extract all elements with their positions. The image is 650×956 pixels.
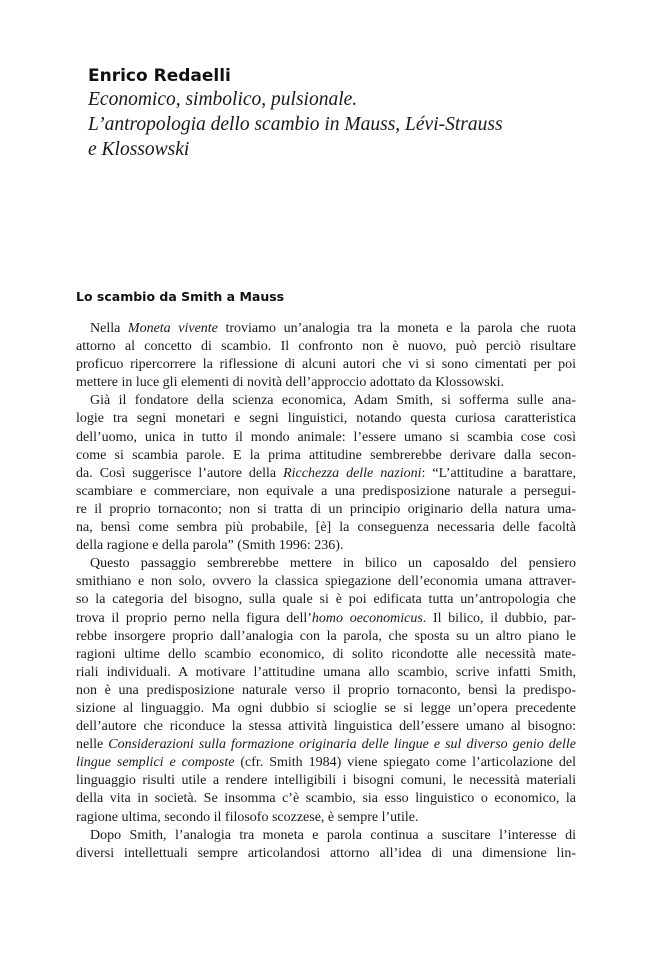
chapter-title-line-3: e Klossowski [88, 139, 190, 160]
text-line [76, 410, 576, 428]
text-segment: rebbe insorgere proprio dall’analogia con la parola, che sposta su un altro piano le [76, 628, 576, 644]
chapter-title-line-1: Economico, simbolico, pulsionale. [88, 89, 358, 110]
text-segment: della vita in società. Se insomma c’è scambio, sia esso linguistico o economico, la [76, 791, 576, 807]
text-segment: Dopo Smith, l’analogia tra moneta e parola continua a suscitare l’interesse di [90, 827, 576, 843]
text-segment: so la categoria del bisogno, sulla quale si è poi edificata tutta un’antropologia che [76, 592, 576, 608]
text-line [76, 845, 576, 863]
body-text [76, 320, 576, 863]
text-line [76, 718, 576, 736]
text-segment: mettere in luce gli elementi di novità dell’approccio adottato da Klossowski. [76, 375, 505, 391]
text-line [76, 700, 576, 718]
text-line [76, 537, 576, 555]
text-line [76, 827, 576, 845]
text-line [76, 338, 576, 356]
text-line [76, 555, 576, 573]
italic-text: lingue semplici e composte [76, 755, 235, 771]
text-segment: na, bensì come sembra più probabile, [è] la conseguenza necessaria delle facoltà [76, 520, 576, 536]
text-line [76, 809, 576, 827]
text-segment: della ragione e della parola” (Smith 1996: 236). [76, 538, 344, 554]
text-line [76, 483, 576, 501]
text-line [76, 591, 576, 609]
text-line [76, 465, 576, 483]
italic-text: Ricchezza delle nazioni [283, 465, 422, 481]
text-line [76, 628, 576, 646]
text-segment: diversi intellettuali sempre articolandosi attorno all’idea di una dimensione lin- [76, 845, 576, 861]
text-segment: Questo passaggio sembrerebbe mettere in bilico un caposaldo del pensiero [90, 556, 576, 572]
text-segment: come si scambia parole. E la prima attitudine sembrerebbe derivare dalla secon- [76, 447, 576, 463]
chapter-title-line-2: L’antropologia dello scambio in Mauss, Lévi-Strauss [88, 114, 503, 135]
text-line [76, 501, 576, 519]
text-segment: ragioni ultime dello scambio economico, di solito ricondotte alle necessità mate- [76, 646, 576, 662]
text-line [76, 320, 576, 338]
text-segment: dell’autore che riconduce la stessa attività linguistica dell’essere umano al bisogno: [76, 719, 576, 735]
italic-text: Moneta vivente [127, 321, 218, 336]
text-line [76, 392, 576, 410]
text-segment: . Il bilico, il dubbio, par- [422, 610, 576, 626]
text-line [76, 573, 576, 591]
text-line [76, 664, 576, 682]
text-segment: re il proprio tornaconto; non si tratta di un principio originario della natura uma- [76, 501, 576, 517]
text-line [76, 519, 576, 537]
text-line [76, 646, 576, 664]
text-segment: Già il fondatore della scienza economica, Adam Smith, si sofferma sulle ana- [90, 393, 576, 409]
text-line [76, 356, 576, 374]
text-segment: ragione ultima, secondo il filosofo scozzese, è sempre l’utile. [76, 809, 419, 825]
section-heading: Lo scambio da Smith a Mauss [76, 289, 285, 304]
text-segment: trova il proprio perno nella figura dell’ [76, 610, 312, 626]
text-line [76, 772, 576, 790]
text-line [76, 610, 576, 628]
text-line [76, 374, 576, 392]
text-segment: proficuo ripercorrere la riflessione di alcuni autori che vi si sono cimentati per poi [76, 357, 576, 373]
author-name: Enrico Redaelli [88, 66, 231, 86]
text-line [76, 447, 576, 465]
text-line [76, 429, 576, 447]
text-segment: non è una predisposizione naturale verso il proprio tornaconto, bensì la predispo- [76, 682, 576, 698]
text-segment: smithiano e non solo, ovvero la classica spiegazione dell’economia umana attraver- [76, 574, 576, 590]
text-segment: Nella [90, 321, 128, 336]
text-segment: riali individuali. A motivare l’attitudine umana allo scambio, scrive infatti Smith, [76, 664, 576, 680]
text-segment: sizione al linguaggio. Ma ogni dubbio si scioglie se si legge un’opera precedente [76, 700, 576, 716]
italic-text: Considerazioni sulla formazione originaria delle lingue e sul diverso genio delle [108, 737, 576, 753]
text-segment: attorno al concetto di scambio. Il confronto non è nuovo, può perciò risultare [76, 339, 576, 355]
text-segment: linguaggio risulti utile a rendere intelligibili i bisogni comuni, le necessità materiali [76, 773, 576, 789]
text-segment: troviamo un’analogia tra la moneta e la parola che ruota [217, 321, 576, 336]
text-segment: nelle [76, 737, 109, 753]
text-line [76, 682, 576, 700]
italic-text: homo oeconomicus [311, 610, 423, 626]
text-segment: (cfr. Smith 1984) viene spiegato come l’articolazione del [234, 755, 576, 771]
text-segment: scambiare e commerciare, non equivale a una predisposizione naturale a persegui- [76, 483, 576, 499]
text-line [76, 736, 576, 754]
text-segment: dell’uomo, unica in tutto il mondo animale: l’essere umano si scambia cose così [76, 429, 576, 445]
text-segment: : “L’attitudine a barattare, [421, 465, 576, 481]
text-line [76, 754, 576, 772]
text-line [76, 790, 576, 808]
text-segment: da. Così suggerisce l’autore della [76, 465, 284, 481]
text-segment: logie tra segni monetari e segni linguistici, notando questa curiosa caratteristica [76, 411, 576, 427]
